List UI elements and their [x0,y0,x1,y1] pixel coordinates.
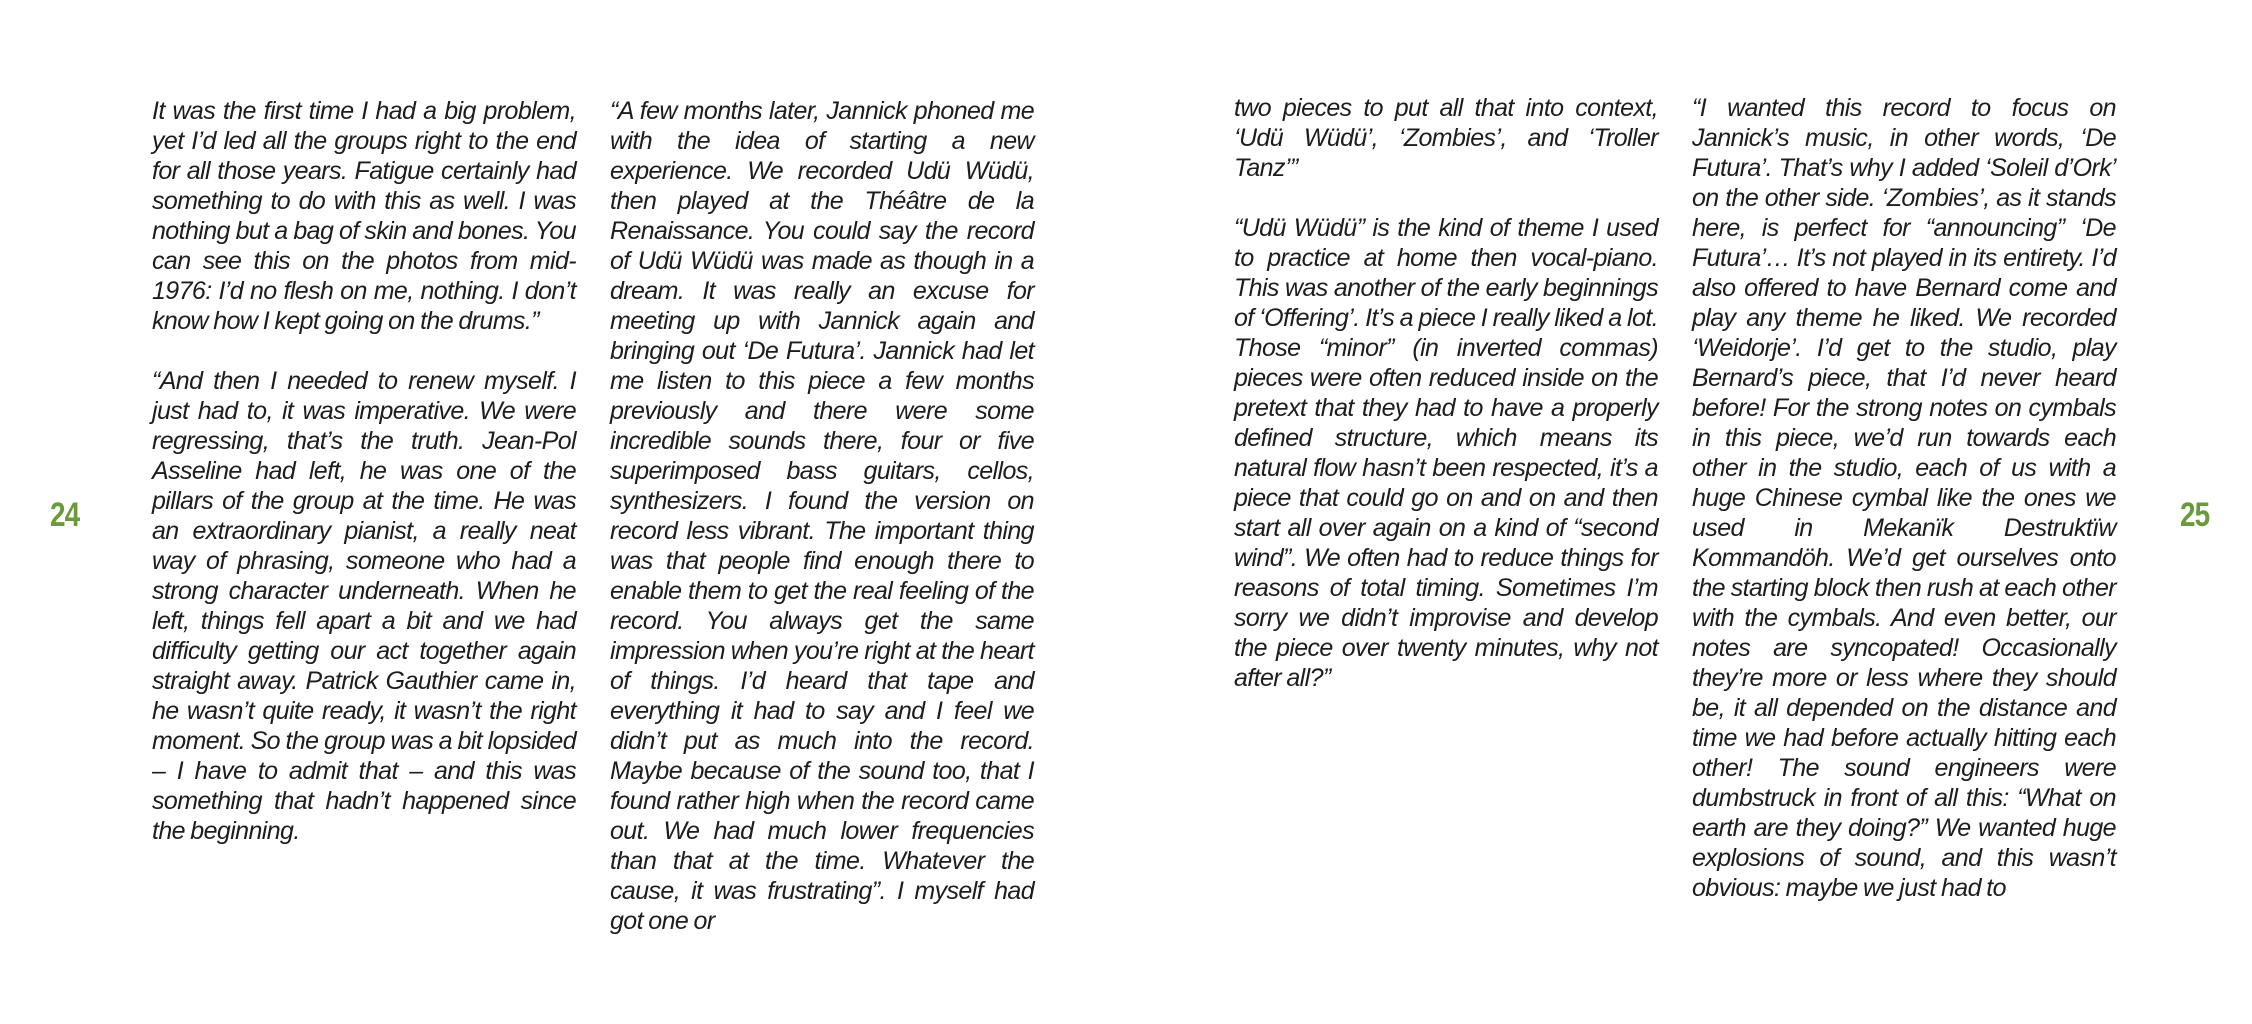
paragraph: two pieces to put all that into context, ‘Udü Wüdü’, ‘Zombies’, and ‘Troller Tanz’” [1234,94,1658,182]
text-column-2 [610,96,1034,936]
paragraph: It was the first time I had a big problem, yet I’d led all the groups right to the end for all those years. Fatigue certainly had something to do with this as well. I was nothing but a bag of skin and bones. You can see this on the photos from mid-1976: I’d no flesh on me, nothing. I don’t know how I kept going on the drums.” [152,97,576,335]
page-number-left: 24 [50,496,80,534]
page-number-right: 25 [2180,496,2210,534]
paragraph: “A few months later, Jannick phoned me with the idea of starting a new experience. We recorded Udü Wüdü, then played at the Théâtre de la Renaissance. You could say the record of Udü Wüdü was made as though in a dream. It was really an excuse for meeting up with Jannick again and bringing out ‘De Futura’. Jannick had let me listen to this piece a few months previously and there were some incredible sounds there, four or five superimposed bass guitars, cellos, synthesizers. I found the version on record less vibrant. The important thing was that people find enough there to enable them to get the real feeling of the record. You always get the same impression when you’re right at the heart of things. I’d heard that tape and everything it had to say and I feel we didn’t put as much into the record. Maybe because of the sound too, that I found rather high when the record came out. We had much lower frequencies than that at the time. Whatever the cause, it was frustrating”. I myself had got one or [610,97,1034,935]
text-column-4 [1692,93,2116,903]
paragraph: “And then I needed to renew myself. I just had to, it was imperative. We were regressing, that’s the truth. Jean-Pol Asseline had left, he was one of the pillars of the group at the time. He was an extraordinary pianist, a really neat way of phrasing, someone who had a strong character underneath. When he left, things fell apart a bit and we had difficulty getting our act together again straight away. Patrick Gauthier came in, he wasn’t quite ready, it wasn’t the right moment. So the group was a bit lopsided – I have to admit that – and this was something that hadn’t happened since the beginning. [152,367,576,845]
right-page [1126,0,2252,1024]
text-column-1 [152,96,576,846]
paragraph: “I wanted this record to focus on Jannick’s music, in other words, ‘De Futura’. That’s why I added ‘Soleil d’Ork’ on the other side. ‘Zombies’, as it stands here, is perfect for “announcing” ‘De Futura’… It’s not played in its entirety. I’d also offered to have Bernard come and play any theme he liked. We recorded ‘Weidorje’. I’d get to the studio, play Bernard’s piece, that I’d never heard before! For the strong notes on cymbals in this piece, we’d run towards each other in the studio, each of us with a huge Chinese cymbal like the ones we used in Mekanïk Destruktïw Kommandöh. We’d get ourselves onto the starting block then rush at each other with the cymbals. And even better, our notes are syncopated! Occasionally they’re more or less where they should be, it all depended on the distance and time we had before actually hitting each other! The sound engineers were dumbstruck in front of all this: “What on earth are they doing?” We wanted huge explosions of sound, and this wasn’t obvious: maybe we just had to [1692,94,2116,902]
text-column-3 [1234,93,1658,693]
paragraph: “Udü Wüdü” is the kind of theme I used to practice at home then vocal-piano. This was another of the early beginnings of ‘Offering’. It’s a piece I really liked a lot. Those “minor” (in inverted commas) pieces were often reduced inside on the pretext that they had to have a properly defined structure, which means its natural flow hasn’t been respected, it’s a piece that could go on and on and then start all over again on a kind of “second wind”. We often had to reduce things for reasons of total timing. Sometimes I’m sorry we didn’t improvise and develop the piece over twenty minutes, why not after all?” [1234,214,1658,692]
